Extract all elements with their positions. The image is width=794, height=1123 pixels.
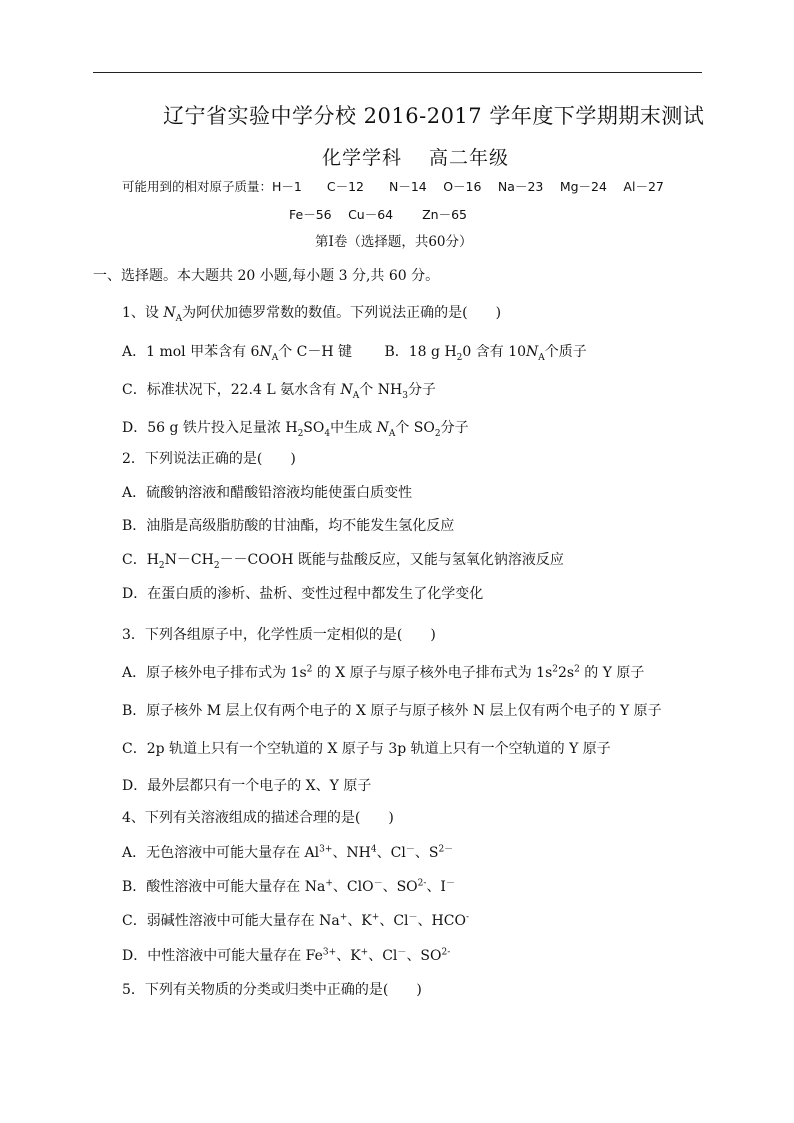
question-3-option-c: C．2p 轨道上只有一个空轨道的 X 原子与 3p 轨道上只有一个空轨道的 Y 原子 [122,741,611,757]
question-4-option-d: D．中性溶液中可能大量存在 $Fe^{3+}$、K+、Cl－、$SO^{2-}$ [122,947,451,964]
question-4-option-b: B．酸性溶液中可能大量存在 Na+、ClO－、$SO^{2-}$、I－ [122,878,455,895]
question-2-option-d: D．在蛋白质的渗析、盐析、变性过程中都发生了化学变化 [122,586,484,602]
question-3-option-d: D．最外层都只有一个电子的 X、Y 原子 [122,778,372,794]
question-4-option-a: A．无色溶液中可能大量存在 $Al^{3+}$、$NH^4$、Cl－、$S^{2-}$ [122,844,454,861]
question-2-option-b: B．油脂是高级脂肪酸的甘油酯，均不能发生氢化反应 [122,518,455,534]
question-2-stem: 2．下列说法正确的是( ) [122,451,296,467]
document-title: 辽宁省实验中学分校 2016-2017 学年度下学期期末测试 [163,104,705,128]
question-4-stem: 4、下列有关溶液组成的描述合理的是( ) [122,810,394,826]
atomic-masses-line2: Fe－56 Cu－64 Zn－65 [289,207,467,222]
section-heading: 一、选择题。本大题共 20 小题,每小题 3 分,共 60 分。 [93,268,440,284]
question-3-option-a: A．原子核外电子排布式为 $1s^2$ 的 X 原子与原子核外电子排布式为 $1s^22s^2$ 的 Y 原子 [122,664,645,681]
question-2-option-c: C．$H_2N-CH_2--COOH$ 既能与盐酸反应，又能与氢氧化钠溶液反应 [122,552,564,571]
question-2-option-a: A．硫酸钠溶液和醋酸铅溶液均能使蛋白质变性 [122,485,413,501]
question-1-option-c: C．标准状况下，22.4 L 氨水含有 $N_A$个 $NH_3$分子 [122,382,436,401]
header-rule [93,72,702,73]
atomic-masses-line1: 可能用到的相对原子质量：H－1 C－12 N－14 O－16 Na－23 Mg－24 Al－27 [122,179,664,194]
part1-heading: 第I卷（选择题，共60分） [315,234,473,250]
question-3-stem: 3．下列各组原子中，化学性质一定相似的是( ) [122,627,436,643]
document-subtitle: 化学学科 高二年级 [322,147,510,169]
question-3-option-b: B．原子核外 M 层上仅有两个电子的 X 原子与原子核外 N 层上仅有两个电子的 Y 原子 [122,703,662,719]
question-5-stem: 5．下列有关物质的分类或归类中正确的是( ) [122,982,422,998]
question-4-option-c: C．弱碱性溶液中可能大量存在 Na+、K+、Cl－、HCO- [122,912,469,929]
question-1-option-d: D．56 g 铁片投入足量浓 $H_2SO_4$中生成 $N_A$个 $SO_2$分子 [122,420,469,439]
question-1-option-a-b: A．1 mol 甲苯含有 $6N_A$个 C－H 键 B．18 g $H_20$ 含有 $10N_A$个质子 [122,344,587,363]
question-1-stem: 1、设 $N_A$为阿伏加德罗常数的数值。下列说法正确的是( ) [122,305,502,324]
